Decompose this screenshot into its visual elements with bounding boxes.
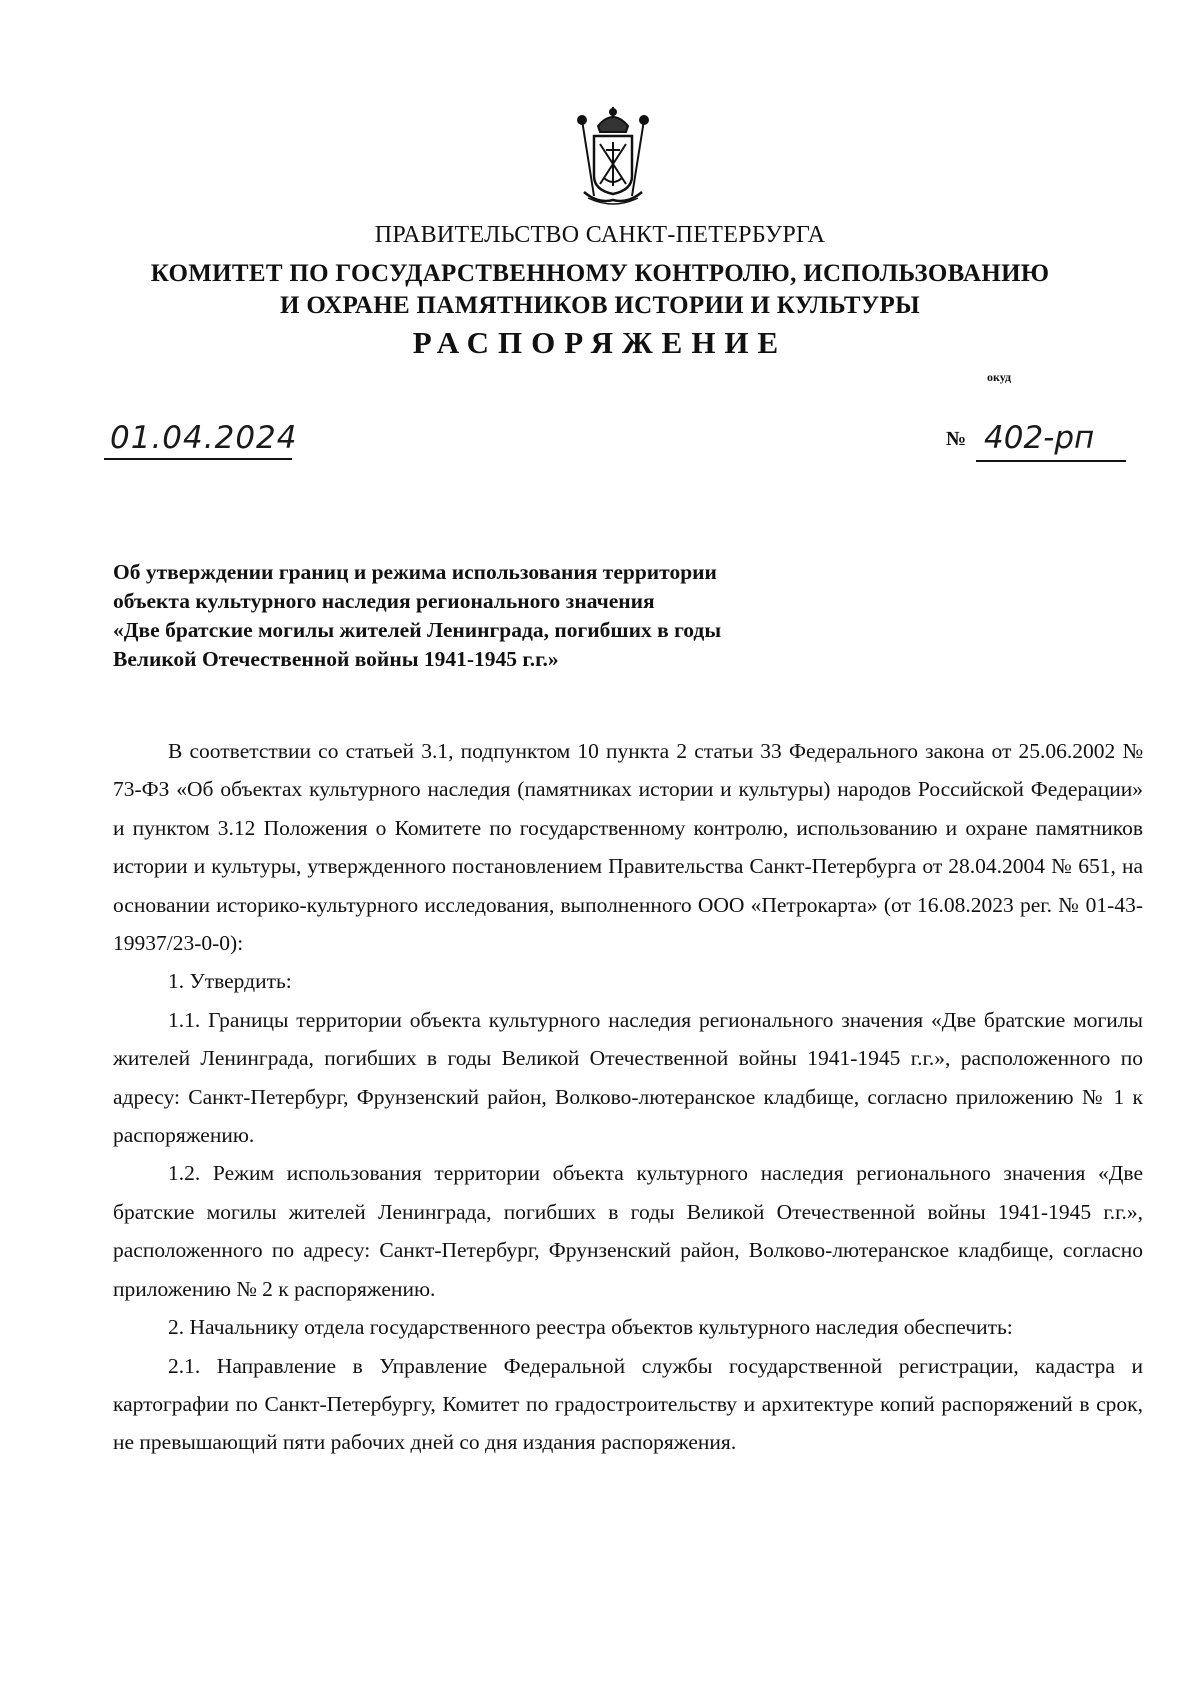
body-paragraph: 1. Утвердить: (168, 969, 292, 994)
committee-name-line-2: И ОХРАНЕ ПАМЯТНИКОВ ИСТОРИИ И КУЛЬТУРЫ (280, 292, 920, 319)
subject-line: «Две братские могилы жителей Ленинграда, погибших в годы (113, 618, 722, 642)
document-subject (113, 558, 853, 674)
body-paragraph: 2. Начальнику отдела государственного реестра объектов культурного наследия обеспечить: (168, 1315, 1013, 1340)
document-type: РАСПОРЯЖЕНИЕ (412, 325, 788, 360)
st-petersburg-coat-of-arms-icon (568, 106, 658, 210)
number-value: 402-рп (984, 420, 1095, 456)
subject-line: Об утверждении границ и режима использования территории (113, 560, 717, 584)
body-paragraph: 1.2. Режим использования территории объекта культурного наследия регионального значения «Две братские могилы жителей Ленинграда, погибших в годы Великой Отечественной войны 1941-1945 г.г.», расположенного по адресу: Санкт-Петербург, Фрунзенский район, Волково-лютеранское кладбище, согласно приложению № 2 к распоряжению. (113, 1161, 1143, 1301)
body-paragraph: 1.1. Границы территории объекта культурного наследия регионального значения «Две братские могилы жителей Ленинграда, погибших в годы Великой Отечественной войны 1941-1945 г.г.», расположенного по адресу: Санкт-Петербург, Фрунзенский район, Волково-лютеранское кладбище, согласно приложению № 1 к распоряжению. (113, 1007, 1143, 1148)
subject-line: объекта культурного наследия регионального значения (113, 589, 655, 613)
okud-label: окуд (987, 370, 1012, 384)
date-underline (104, 458, 292, 460)
body-paragraph: 2.1. Направление в Управление Федеральной службы государственной регистрации, кадастра и картографии по Санкт-Петербургу, Комитет по градостроительству и архитектуре копий распоряжений в срок, не превышающий пяти рабочих дней со дня издания распоряжения. (113, 1353, 1143, 1455)
body-paragraph: В соответствии со статьей 3.1, подпунктом 10 пункта 2 статьи 33 Федерального закона от 25.06.2002 № 73-ФЗ «Об объектах культурного наследия (памятниках истории и культуры) народов Российской Федерации» и пунктом 3.12 Положения о Комитете по государственному контролю, использованию и охране памятников истории и культуры, утвержденного постановлением Правительства Санкт-Петербурга от 28.04.2004 № 651, на основании историко-культурного исследования, выполненного ООО «Петрокарта» (от 16.08.2023 рег. № 01-43-19937/23-0-0): (113, 739, 1143, 956)
document-date: 01.04.2024 (110, 420, 298, 456)
subject-line: Великой Отечественной войны 1941-1945 г.г.» (113, 647, 559, 671)
number-sign: № (946, 428, 967, 450)
government-name: ПРАВИТЕЛЬСТВО САНКТ-ПЕТЕРБУРГА (374, 222, 826, 248)
committee-name-line-1: КОМИТЕТ ПО ГОСУДАРСТВЕННОМУ КОНТРОЛЮ, ИСПОЛЬЗОВАНИЮ (150, 260, 1050, 287)
committee-name (0, 258, 1200, 322)
number-underline (976, 460, 1126, 462)
document-body (113, 732, 1143, 1462)
